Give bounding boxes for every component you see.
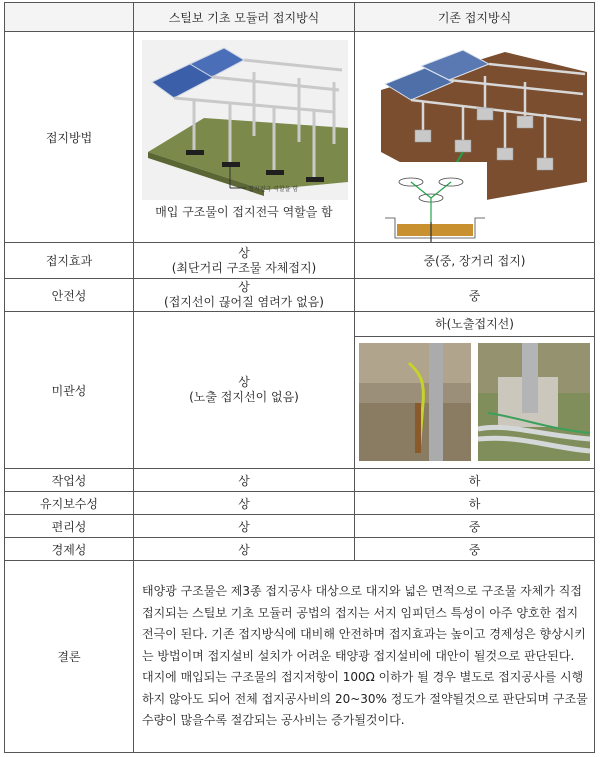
new-method-caption: 매입 구조물이 접지전극 역할을 함	[155, 205, 333, 219]
new-aesthetic-note: (노출 접지선이 없음)	[189, 390, 299, 404]
new-aesthetic-rating: 상	[238, 375, 250, 389]
row-label-maintenance: 유지보수성	[5, 492, 134, 515]
new-aesthetic-cell	[134, 312, 355, 469]
old-maintenance-cell: 하	[355, 492, 595, 515]
steel-pile-structure-illustration	[134, 32, 355, 202]
new-safety-rating: 상	[238, 280, 250, 294]
conclusion-text: 태양광 구조물은 제3종 접지공사 대상으로 대지와 넓은 면적으로 구조물 자체가 직접 접지되는 스틸보 기초 모듈러 공법의 접지는 서지 임피던스 특성이 아주 양호한 접지전극이 된다. 기존 접지방식에 대비해 안전하며 접지효과는 높이고 경제성은 향상시키는 방법이며 접지설비 설치가 어려운 태양광 접지설비에 대안이 될것으로 판단된다. 대지에 매입되는 구조물의 접지저항이 100Ω 이하가 될 경우 별도로 접지공사를 시행하지 않아도 되어 전체 접지공사비의 20~30% 정도가 절약될것으로 판단되며 구조물 수량이 많을수록 절감되는 공사비는 증가될것이다.	[134, 561, 595, 753]
old-aesthetic-rating: 하(노출접지선)	[355, 312, 594, 337]
row-label-method: 접지방법	[5, 32, 134, 243]
row-label-workability: 작업성	[5, 469, 134, 492]
new-maintenance-cell: 상	[134, 492, 355, 515]
old-method-figure-cell	[355, 32, 595, 243]
row-label-aesthetic: 미관성	[5, 312, 134, 469]
row-label-conclusion: 결론	[5, 561, 134, 753]
new-convenience-cell: 상	[134, 515, 355, 538]
old-safety-cell: 중	[355, 279, 595, 312]
row-label-effect: 접지효과	[5, 243, 134, 279]
new-economy-cell: 상	[134, 538, 355, 561]
row-label-economy: 경제성	[5, 538, 134, 561]
exposed-ground-wire-photo-2	[478, 343, 590, 461]
new-effect-cell	[134, 243, 355, 279]
old-workability-cell: 하	[355, 469, 595, 492]
new-safety-cell	[134, 279, 355, 312]
row-label-safety: 안전성	[5, 279, 134, 312]
old-aesthetic-cell	[355, 312, 595, 469]
header-new-method: 스틸보 기초 모듈러 접지방식	[134, 3, 355, 32]
exposed-ground-wire-photo-1	[359, 343, 471, 461]
comparison-table	[4, 2, 595, 753]
new-effect-note: (최단거리 구조물 자체접지)	[171, 260, 317, 275]
figure-callout-label: 접지전극 역할을 함	[248, 186, 299, 193]
old-economy-cell: 중	[355, 538, 595, 561]
old-effect-cell: 중(중, 장거리 접지)	[355, 243, 595, 279]
header-old-method: 기존 접지방식	[355, 3, 595, 32]
row-label-convenience: 편리성	[5, 515, 134, 538]
new-effect-rating: 상	[238, 245, 250, 260]
old-convenience-cell: 중	[355, 515, 595, 538]
concrete-footing-structure-illustration	[355, 32, 595, 242]
header-corner	[5, 3, 134, 32]
new-method-figure-cell	[134, 32, 355, 243]
new-safety-note: (접지선이 끊어질 염려가 없음)	[164, 295, 324, 309]
new-workability-cell: 상	[134, 469, 355, 492]
